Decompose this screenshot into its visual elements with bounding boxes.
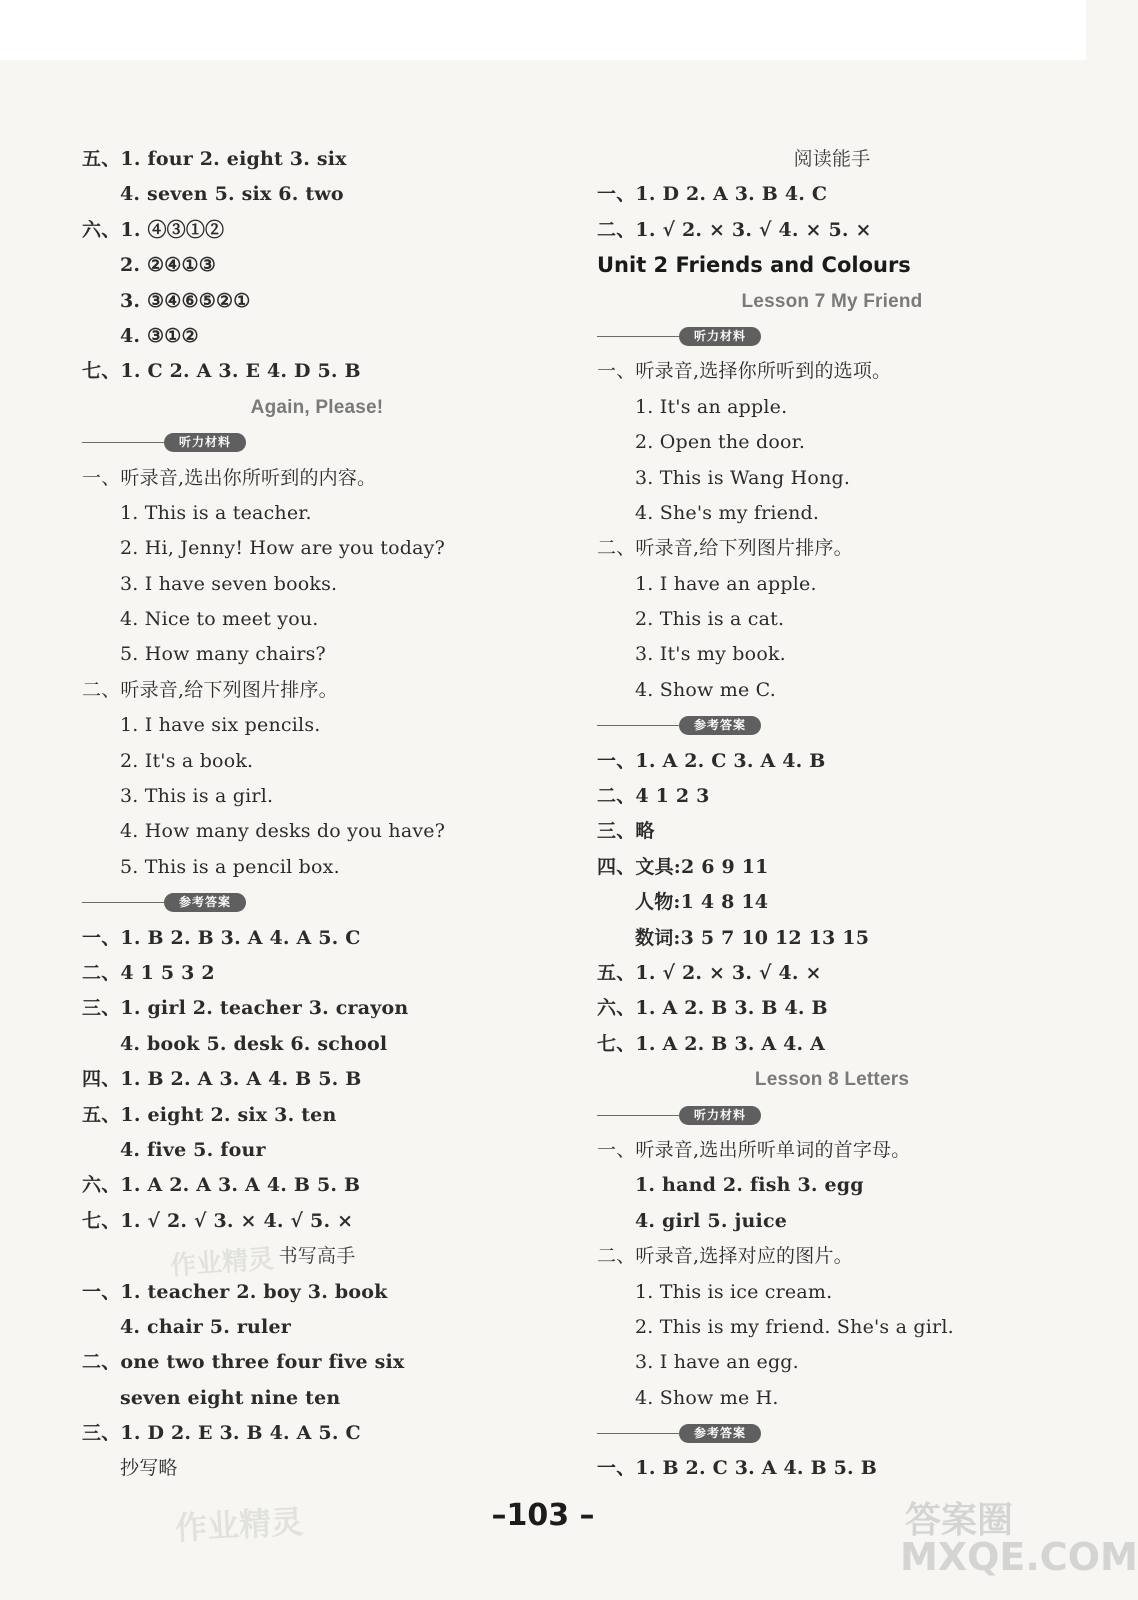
tag-divider-line — [597, 336, 679, 337]
listening-text-line: 3. This is a girl. — [120, 785, 274, 808]
listening-text-line: 二、听录音,给下列图片排序。 — [82, 678, 338, 701]
lesson-heading: Lesson 8 Letters — [754, 1069, 910, 1091]
listening-text-line: 4. Show me C. — [635, 678, 776, 701]
lesson-heading: Again, Please! — [250, 396, 384, 418]
section-heading: 书写高手 — [278, 1245, 356, 1268]
listening-text-line: 4. Show me H. — [635, 1386, 779, 1409]
tag-divider-line — [82, 442, 164, 443]
tag-divider-line — [597, 1433, 679, 1434]
watermark-zuoye-jingling-bottom: 作业精灵 — [174, 1502, 305, 1548]
answer-line: 4. girl 5. juice — [635, 1209, 788, 1232]
listening-text-line: 4. She's my friend. — [635, 501, 820, 524]
section-tag-label: 参考答案 — [679, 1424, 761, 1443]
answer-line: 二、4 1 5 3 2 — [82, 961, 215, 984]
watermark-answer-circle: 答案圈 — [905, 1500, 1014, 1541]
section-tag-label: 听力材料 — [164, 433, 246, 452]
listening-text-line: 5. This is a pencil box. — [120, 855, 340, 878]
answer-line: 3. ③④⑥⑤②① — [120, 289, 251, 312]
answer-line: 一、1. B 2. C 3. A 4. B 5. B — [597, 1457, 877, 1480]
answer-line: 七、1. √ 2. √ 3. × 4. √ 5. × — [82, 1209, 354, 1232]
right-column — [597, 142, 1067, 1487]
left-column — [82, 142, 552, 1487]
section-tag-row — [597, 319, 1067, 354]
answer-line: 4. book 5. desk 6. school — [120, 1032, 388, 1055]
answer-line: 一、1. A 2. C 3. A 4. B — [597, 749, 826, 772]
listening-text-line: 4. Nice to meet you. — [120, 608, 319, 631]
listening-text-line: 3. I have seven books. — [120, 572, 338, 595]
answer-line: 三、略 — [597, 820, 655, 843]
listening-text-line: 2. This is my friend. She's a girl. — [635, 1315, 954, 1338]
answer-line: 1. hand 2. fish 3. egg — [635, 1174, 864, 1197]
answer-line: 一、1. teacher 2. boy 3. book — [82, 1280, 388, 1303]
listening-text-line: 一、听录音,选择你所听到的选项。 — [597, 360, 892, 383]
section-tag-row — [597, 1416, 1067, 1451]
listening-text-line: 3. This is Wang Hong. — [635, 466, 851, 489]
section-tag-row — [597, 1098, 1067, 1133]
listening-text-line: 2. Open the door. — [635, 431, 806, 454]
answer-line: 二、one two three four five six — [82, 1351, 405, 1374]
answer-line: 二、4 1 2 3 — [597, 785, 710, 808]
section-heading: 阅读能手 — [793, 148, 871, 170]
section-tag-label: 听力材料 — [679, 1106, 761, 1125]
top-margin — [0, 0, 1086, 60]
tag-divider-line — [597, 725, 679, 726]
answer-line: 七、1. C 2. A 3. E 4. D 5. B — [82, 360, 361, 383]
answer-line: 六、1. A 2. B 3. B 4. B — [597, 997, 828, 1020]
listening-text-line: 1. This is ice cream. — [635, 1280, 833, 1303]
answer-line: 七、1. A 2. B 3. A 4. A — [597, 1032, 826, 1055]
listening-text-line: 2. It's a book. — [120, 749, 254, 772]
section-tag-row — [82, 885, 552, 920]
answer-line: 4. five 5. four — [120, 1138, 266, 1161]
listening-text-line: 1. I have six pencils. — [120, 714, 321, 737]
listening-text-line: 2. This is a cat. — [635, 608, 785, 631]
answer-line: 四、1. B 2. A 3. A 4. B 5. B — [82, 1068, 362, 1091]
tag-divider-line — [597, 1115, 679, 1116]
answer-line: 4. seven 5. six 6. two — [120, 183, 344, 206]
answer-line: seven eight nine ten — [120, 1386, 341, 1409]
answer-line: 一、1. D 2. A 3. B 4. C — [597, 183, 828, 206]
listening-text-line: 二、听录音,给下列图片排序。 — [597, 537, 853, 560]
listening-text-line: 二、听录音,选择对应的图片。 — [597, 1245, 853, 1268]
section-tag-label: 参考答案 — [679, 716, 761, 735]
listening-text-line: 2. Hi, Jenny! How are you today? — [120, 537, 445, 560]
listening-text-line: 抄写略 — [120, 1457, 178, 1480]
listening-text-line: 1. This is a teacher. — [120, 501, 312, 524]
answer-line: 2. ②④①③ — [120, 254, 216, 277]
answer-line: 三、1. girl 2. teacher 3. crayon — [82, 997, 409, 1020]
lesson-heading: Lesson 7 My Friend — [741, 290, 923, 312]
watermark-zuoye-jingling: 作业精灵 — [169, 1244, 276, 1282]
listening-text-line: 一、听录音,选出所听单词的首字母。 — [597, 1138, 911, 1161]
answer-line: 二、1. √ 2. × 3. √ 4. × 5. × — [597, 218, 872, 241]
listening-text-line: 1. I have an apple. — [635, 572, 817, 595]
page-number: –103 – — [491, 1498, 595, 1533]
tag-divider-line — [82, 902, 164, 903]
answer-line: 四、文具:2 6 9 11 — [597, 855, 769, 878]
answer-line: 六、1. ④③①② — [82, 218, 225, 241]
answer-line: 五、1. four 2. eight 3. six — [82, 148, 347, 170]
answer-line: 人物:1 4 8 14 — [635, 891, 769, 914]
answer-line: 六、1. A 2. A 3. A 4. B 5. B — [82, 1174, 361, 1197]
answer-line: 五、1. √ 2. × 3. √ 4. × — [597, 961, 822, 984]
answer-line: 一、1. B 2. B 3. A 4. A 5. C — [82, 926, 361, 949]
unit-title: Unit 2 Friends and Colours — [597, 253, 911, 278]
answer-line: 三、1. D 2. E 3. B 4. A 5. C — [82, 1422, 361, 1445]
section-tag-label: 听力材料 — [679, 327, 761, 346]
answer-line: 4. chair 5. ruler — [120, 1315, 291, 1338]
answer-line: 数词:3 5 7 10 12 13 15 — [635, 926, 870, 949]
section-tag-label: 参考答案 — [164, 893, 246, 912]
answer-line: 五、1. eight 2. six 3. ten — [82, 1103, 337, 1126]
listening-text-line: 5. How many chairs? — [120, 643, 326, 666]
listening-text-line: 3. It's my book. — [635, 643, 786, 666]
section-tag-row — [597, 708, 1067, 743]
listening-text-line: 1. It's an apple. — [635, 395, 788, 418]
watermark-mxqe-url: MXQE.COM — [900, 1535, 1138, 1579]
section-tag-row — [82, 425, 552, 460]
listening-text-line: 4. How many desks do you have? — [120, 820, 446, 843]
listening-text-line: 3. I have an egg. — [635, 1351, 799, 1374]
answer-line: 4. ③①② — [120, 324, 199, 347]
listening-text-line: 一、听录音,选出你所听到的内容。 — [82, 466, 377, 489]
